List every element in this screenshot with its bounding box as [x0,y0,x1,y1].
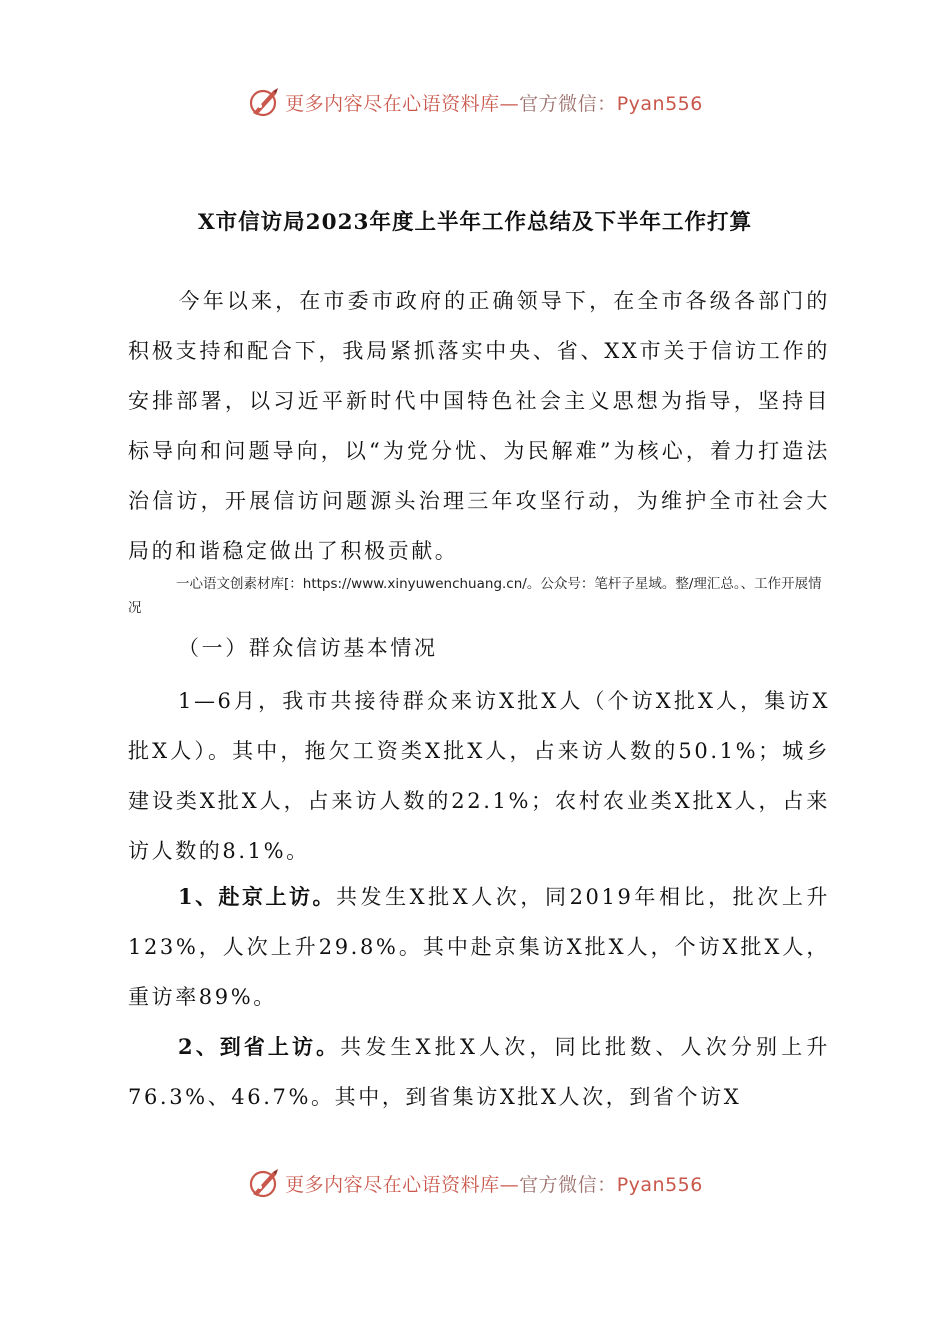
watermark-dash: — [499,92,520,115]
watermark-brand: 更多内容尽在心语资料库 [285,1173,500,1196]
source-note [128,572,834,620]
watermark-label: 官方微信： [519,1173,617,1196]
section-heading: （一）群众信访基本情况 [178,636,438,660]
item-1-body: 共发生X批X人次，同2019年相比，批次上升123%，人次上升29.8%。其中赴京集访X批X人，个访X批X人，重访率89%。 [128,885,830,1009]
item-beijing-petition [128,872,830,1022]
document-title: X市信访局2023年度上半年工作总结及下半年工作打算 [197,210,753,235]
item-2-body: 共发生X批X人次，同比批数、人次分别上升76.3%、46.7%。其中，到省集访X批X人次，到省个访X [128,1035,830,1109]
intro-text: 今年以来，在市委市政府的正确领导下，在全市各级各部门的积极支持和配合下，我局紧抓落实中央、省、XX市关于信访工作的安排部署，以习近平新时代中国特色社会主义思想为指导，坚持目标导向和问题导向，以“为党分忧、为民解难”为核心，着力打造法治信访，开展信访问题源头治理三年攻坚行动，为维护全市社会大局的和谐稳定做出了积极贡献。 [128,289,830,563]
intro-paragraph [128,276,830,576]
watermark-wechat-id: Pyan556 [616,1173,703,1196]
source-note-text: 一心语文创素材库[：https://www.xinyuwenchuang.cn/。公众号：笔杆子星域。整/理汇总。、工作开展情况 [128,576,822,616]
item-2-lead: 2、到省上访。 [178,1034,341,1059]
footer-watermark-banner [0,1163,950,1203]
watermark-wechat-id: Pyan556 [616,92,703,115]
quill-pen-logo-icon [247,85,281,119]
watermark-dash: — [499,1173,520,1196]
item-province-petition [128,1022,830,1122]
watermark-brand: 更多内容尽在心语资料库 [285,92,500,115]
item-1-lead: 1、赴京上访。 [178,884,336,909]
section-body-paragraph [128,676,830,876]
watermark-label: 官方微信： [519,92,617,115]
quill-pen-logo-icon [247,1166,281,1200]
header-watermark-banner [0,82,950,122]
watermark-text [285,89,703,116]
watermark-text [285,1170,703,1197]
section-body-text: 1—6月，我市共接待群众来访X批X人（个访X批X人，集访X批X人）。其中，拖欠工资类X批X人，占来访人数的50.1%；城乡建设类X批X人，占来访人数的22.1%；农村农业类X批X人，占来访人数的8.1%。 [128,689,830,863]
